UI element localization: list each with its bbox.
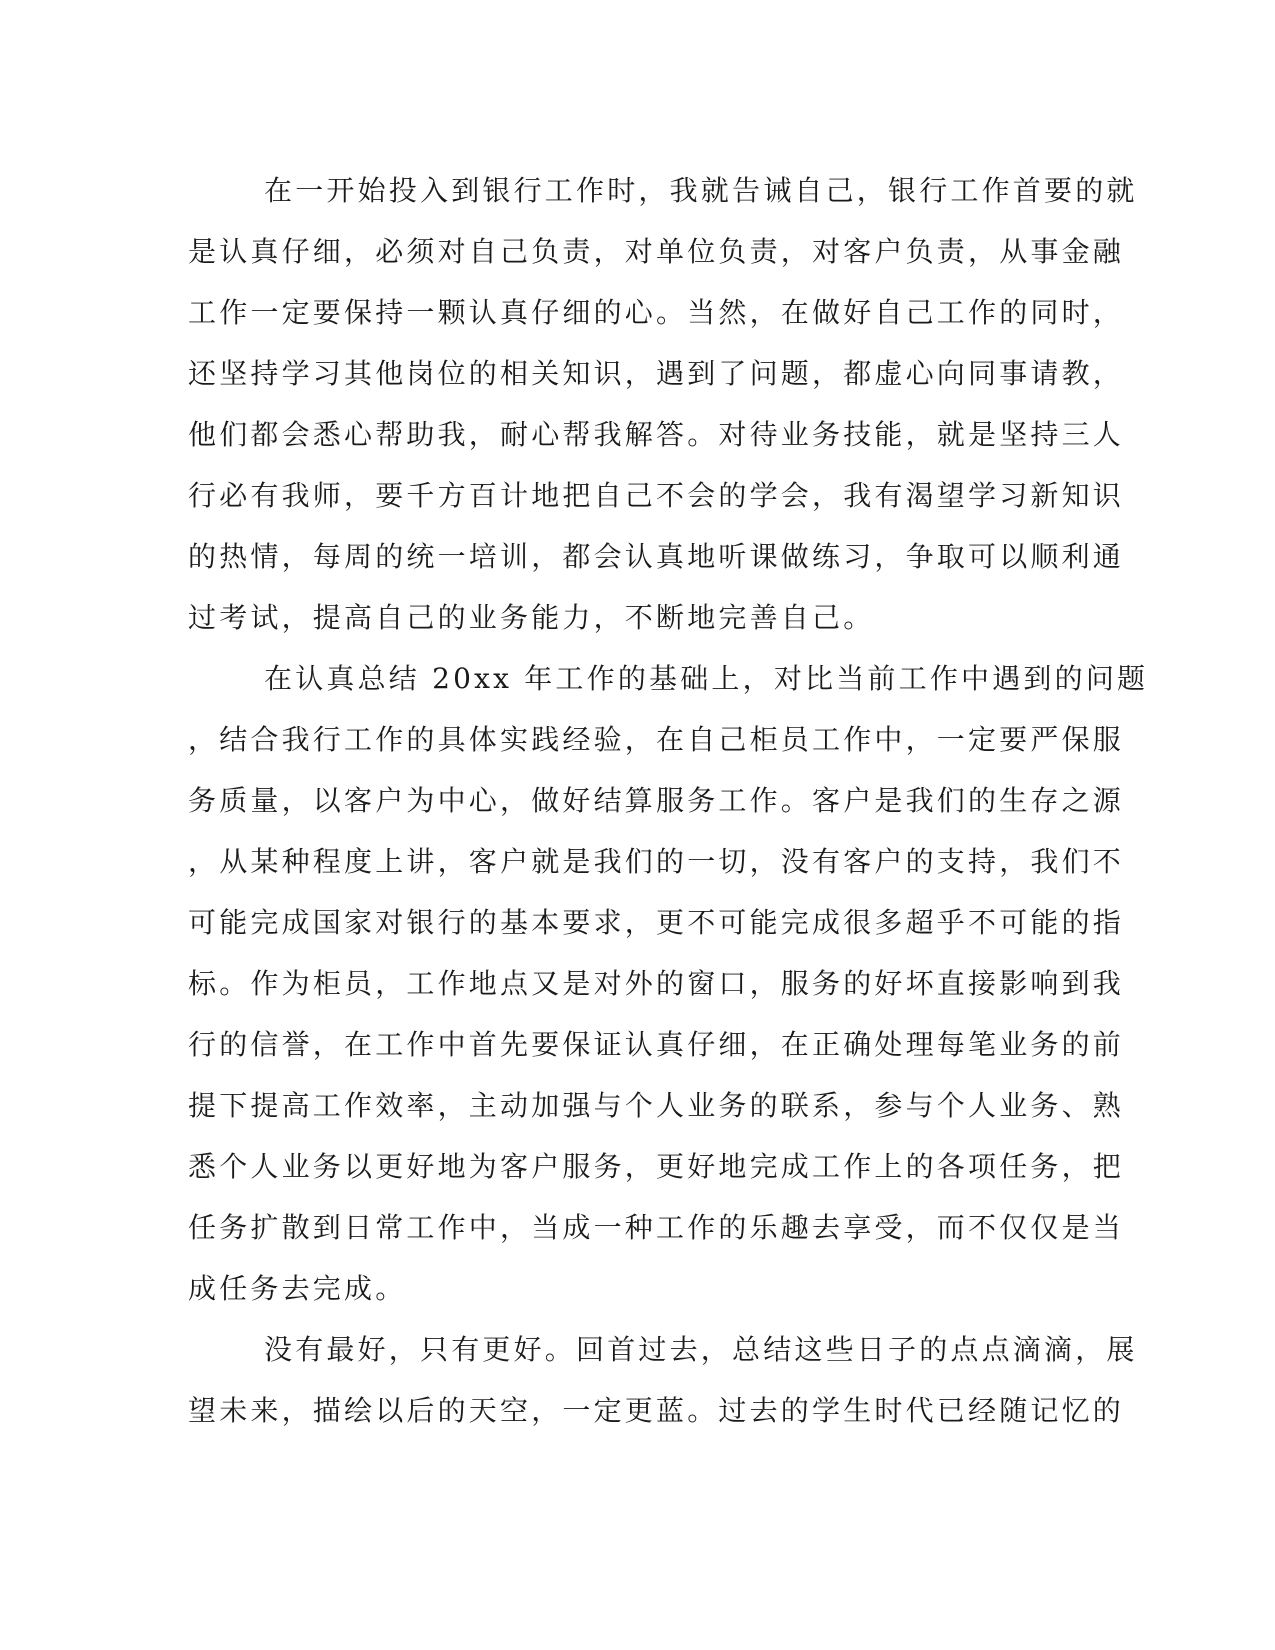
paragraph-line: 在一开始投入到银行工作时，我就告诫自己，银行工作首要的就 [264, 174, 1138, 207]
paragraph-line: 悉个人业务以更好地为客户服务，更好地完成工作上的各项任务，把 [188, 1150, 1125, 1183]
paragraph-line: 务质量，以客户为中心，做好结算服务工作。客户是我们的生存之源 [188, 784, 1125, 817]
paragraph-line: 没有最好，只有更好。回首过去，总结这些日子的点点滴滴，展 [264, 1333, 1138, 1366]
paragraph-3 [188, 1319, 1138, 1441]
paragraph-line: 标。作为柜员，工作地点又是对外的窗口，服务的好坏直接影响到我 [188, 967, 1125, 1000]
paragraph-line: 望未来，描绘以后的天空，一定更蓝。过去的学生时代已经随记忆的 [188, 1394, 1125, 1427]
paragraph-line: 任务扩散到日常工作中，当成一种工作的乐趣去享受，而不仅仅是当 [188, 1211, 1125, 1244]
paragraph-line: 他们都会悉心帮助我，耐心帮我解答。对待业务技能，就是坚持三人 [188, 418, 1125, 451]
paragraph-line: 在认真总结 20xx 年工作的基础上，对比当前工作中遇到的问题 [264, 662, 1149, 695]
paragraph-line: 可能完成国家对银行的基本要求，更不可能完成很多超乎不可能的指 [188, 906, 1125, 939]
paragraph-line: 行必有我师，要千方百计地把自己不会的学会，我有渴望学习新知识 [188, 479, 1125, 512]
paragraph-2 [188, 648, 1149, 1319]
paragraph-line: 提下提高工作效率，主动加强与个人业务的联系，参与个人业务、熟 [188, 1089, 1125, 1122]
paragraph-line: ，从某种程度上讲，客户就是我们的一切，没有客户的支持，我们不 [188, 845, 1125, 878]
paragraph-line: 的热情，每周的统一培训，都会认真地听课做练习，争取可以顺利通 [188, 540, 1125, 573]
paragraph-line: 还坚持学习其他岗位的相关知识，遇到了问题，都虚心向同事请教， [188, 357, 1125, 390]
paragraph-line: ，结合我行工作的具体实践经验，在自己柜员工作中，一定要严保服 [188, 723, 1125, 756]
document-body [188, 160, 1149, 1441]
paragraph-line: 成任务去完成。 [188, 1272, 407, 1305]
paragraph-line: 工作一定要保持一颗认真仔细的心。当然，在做好自己工作的同时， [188, 296, 1125, 329]
paragraph-1 [188, 160, 1138, 648]
paragraph-line: 行的信誉，在工作中首先要保证认真仔细，在正确处理每笔业务的前 [188, 1028, 1125, 1061]
paragraph-line: 过考试，提高自己的业务能力，不断地完善自己。 [188, 601, 875, 634]
paragraph-line: 是认真仔细，必须对自己负责，对单位负责，对客户负责，从事金融 [188, 235, 1125, 268]
